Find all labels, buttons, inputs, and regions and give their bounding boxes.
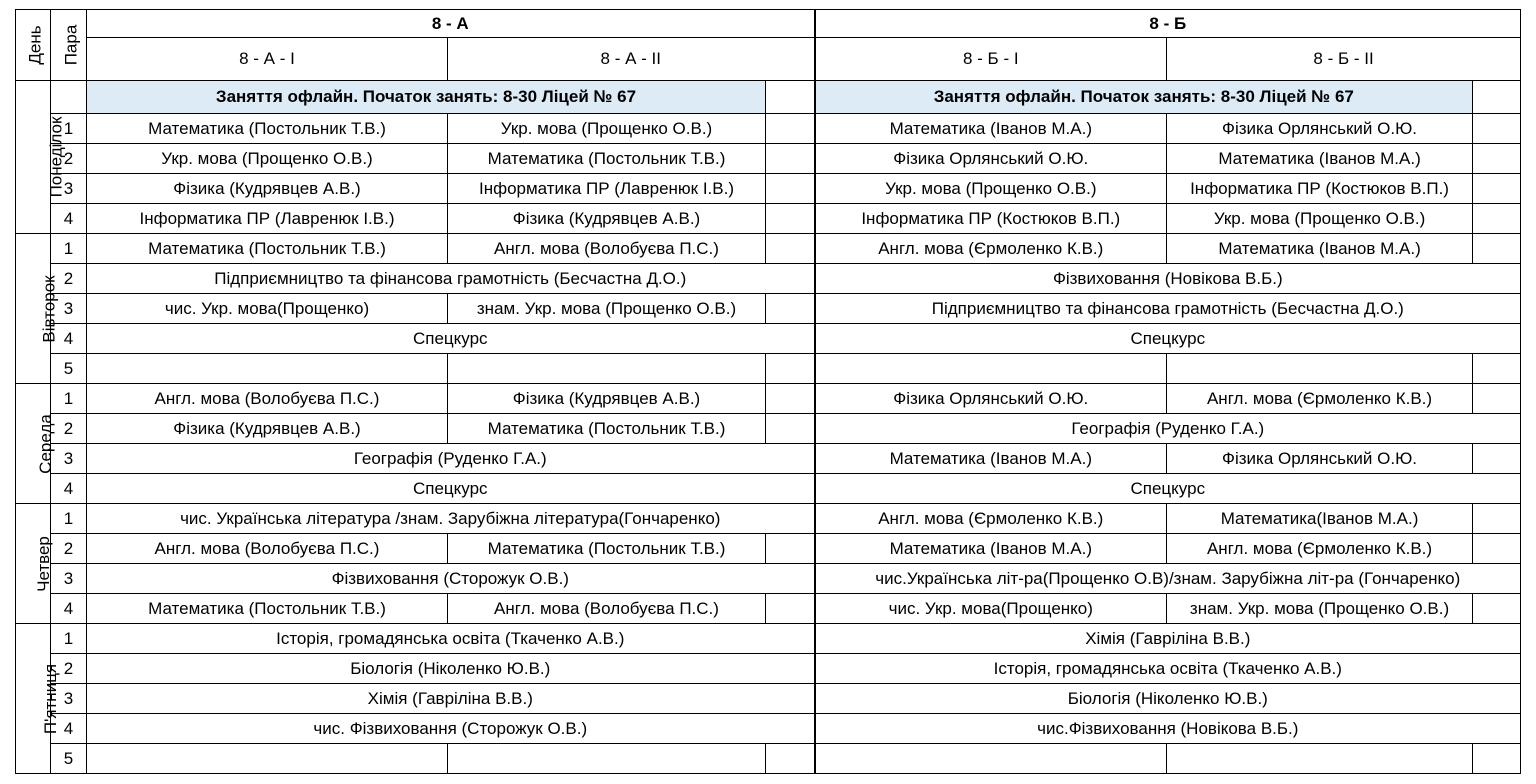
schedule-row: [16, 714, 1521, 744]
schedule-row: [16, 474, 1521, 504]
lesson-cell-b-merged: Хімія (Гавріліна В.В.): [815, 624, 1521, 654]
empty-cell: [1473, 384, 1521, 414]
pair-number: 3: [51, 174, 87, 204]
empty-cell: [766, 114, 815, 144]
day-cell: [16, 384, 55, 504]
schedule-row: [16, 624, 1521, 654]
lesson-cell-b2: Англ. мова (Єрмоленко К.В.): [1167, 384, 1473, 414]
lesson-cell-b2: Інформатика ПР (Костюков В.П.): [1167, 174, 1473, 204]
pair-number: 1: [51, 504, 87, 534]
subgroup-b1-header: 8 - Б - І: [815, 38, 1167, 81]
lesson-cell-b1: [815, 354, 1167, 384]
lesson-cell-b1: Англ. мова (Єрмоленко К.В.): [815, 504, 1167, 534]
day-header-cell: [16, 10, 51, 81]
lesson-cell-b1: чис. Укр. мова(Прощенко): [815, 594, 1167, 624]
lesson-cell-b1: Англ. мова (Єрмоленко К.В.): [815, 234, 1167, 264]
pair-number: 4: [51, 204, 87, 234]
lesson-cell-a-merged: Біологія (Ніколенко Ю.В.): [87, 654, 815, 684]
lesson-cell-b2: Англ. мова (Єрмоленко К.В.): [1167, 534, 1473, 564]
lesson-cell-a-merged: Спецкурс: [87, 324, 815, 354]
pair-number: 2: [51, 534, 87, 564]
empty-cell: [766, 594, 815, 624]
schedule-row: [16, 684, 1521, 714]
empty-cell: [1473, 114, 1521, 144]
lesson-cell-b1: Математика (Іванов М.А.): [815, 114, 1167, 144]
lesson-cell-a-merged: Хімія (Гавріліна В.В.): [87, 684, 815, 714]
day-header: День: [25, 25, 45, 65]
lesson-cell-a-merged: Підприємництво та фінансова грамотність (Бесчастна Д.О.): [87, 264, 815, 294]
lesson-cell-a-merged: Фізвиховання (Сторожук О.В.): [87, 564, 815, 594]
lesson-cell-b1: [815, 744, 1167, 774]
pair-number: 4: [51, 714, 87, 744]
empty-cell: [1473, 444, 1521, 474]
empty-cell: [766, 294, 815, 324]
schedule-row: [16, 744, 1521, 774]
lesson-cell-b1: Інформатика ПР (Костюков В.П.): [815, 204, 1167, 234]
empty-cell: [766, 174, 815, 204]
schedule-row: [16, 264, 1521, 294]
schedule-row: [16, 144, 1521, 174]
lesson-cell-a-merged: Спецкурс: [87, 474, 815, 504]
empty-cell: [766, 744, 815, 774]
schedule-row: [16, 504, 1521, 534]
empty-cell: [1473, 354, 1521, 384]
lesson-cell-a1: Фізика (Кудрявцев А.В.): [87, 174, 448, 204]
lesson-cell-a-merged: чис. Українська література /знам. Зарубіжна література(Гончаренко): [87, 504, 815, 534]
pair-number: 1: [51, 384, 87, 414]
day-name: П'ятниця: [41, 663, 61, 734]
pair-number: 2: [51, 144, 87, 174]
empty-cell: [1473, 144, 1521, 174]
pair-number: 2: [51, 414, 87, 444]
subgroup-a1-header: 8 - А - І: [87, 38, 448, 81]
lesson-cell-a1: Укр. мова (Прощенко О.В.): [87, 144, 448, 174]
subgroup-a2-header: 8 - А - ІІ: [448, 38, 815, 81]
empty-cell: [766, 354, 815, 384]
lesson-cell-b2: Математика (Іванов М.А.): [1167, 144, 1473, 174]
lesson-cell-a-merged: чис. Фізвиховання (Сторожук О.В.): [87, 714, 815, 744]
schedule-row: [16, 564, 1521, 594]
lesson-cell-b-merged: Історія, громадянська освіта (Ткаченко А.В.): [815, 654, 1521, 684]
lesson-cell-a-merged: Географія (Руденко Г.А.): [87, 444, 815, 474]
empty-cell: [1473, 744, 1521, 774]
pair-number: 1: [51, 234, 87, 264]
pair-number: 4: [51, 594, 87, 624]
day-name: Четвер: [33, 535, 53, 592]
lesson-cell-a2: [448, 354, 766, 384]
day-name: Вівторок: [39, 274, 59, 343]
schedule-row: [16, 654, 1521, 684]
pair-number: 1: [51, 114, 87, 144]
empty-cell: [766, 414, 815, 444]
lesson-cell-b2: [1167, 354, 1473, 384]
pair-number: 4: [51, 324, 87, 354]
pair-number: 5: [51, 744, 87, 774]
lesson-cell-b-merged: чис.Фізвиховання (Новікова В.Б.): [815, 714, 1521, 744]
pair-number: 3: [51, 294, 87, 324]
lesson-cell-a1: [87, 744, 448, 774]
lesson-cell-b2: Математика(Іванов М.А.): [1167, 504, 1473, 534]
lesson-cell-b1: Фізика Орлянський О.Ю.: [815, 144, 1167, 174]
empty-cell: [766, 204, 815, 234]
empty-cell: [1473, 234, 1521, 264]
day-name: Середа: [35, 413, 55, 474]
schedule-row: [16, 414, 1521, 444]
lesson-cell-b2: Укр. мова (Прощенко О.В.): [1167, 204, 1473, 234]
banner-row: [16, 81, 1521, 114]
pair-number: 3: [51, 684, 87, 714]
lesson-cell-b2: Математика (Іванов М.А.): [1167, 234, 1473, 264]
pair-number: 1: [51, 624, 87, 654]
day-cell: [16, 504, 51, 624]
empty-cell: [1473, 204, 1521, 234]
schedule-row: [16, 594, 1521, 624]
lesson-cell-b-merged: Підприємництво та фінансова грамотність (Бесчастна Д.О.): [815, 294, 1521, 324]
lesson-cell-a2: Англ. мова (Волобуєва П.С.): [448, 234, 766, 264]
lesson-cell-b-merged: Фізвиховання (Новікова В.Б.): [815, 264, 1521, 294]
lesson-cell-a-merged: Історія, громадянська освіта (Ткаченко А.В.): [87, 624, 815, 654]
empty-cell: [1473, 174, 1521, 204]
lesson-cell-a2: Математика (Постольник Т.В.): [448, 144, 766, 174]
lesson-cell-a2: Фізика (Кудрявцев А.В.): [448, 384, 766, 414]
lesson-cell-a1: Англ. мова (Волобуєва П.С.): [87, 384, 448, 414]
lesson-cell-a2: Математика (Постольник Т.В.): [448, 414, 766, 444]
lesson-cell-b2: знам. Укр. мова (Прощенко О.В.): [1167, 594, 1473, 624]
schedule-row: [16, 174, 1521, 204]
empty-cell: [766, 144, 815, 174]
empty-cell: [766, 234, 815, 264]
header-row-subgroups: [16, 38, 1521, 81]
lesson-cell-a1: Інформатика ПР (Лавренюк І.В.): [87, 204, 448, 234]
empty-cell: [766, 534, 815, 564]
header-row-groups: [16, 10, 1521, 38]
lesson-cell-a1: Англ. мова (Волобуєва П.С.): [87, 534, 448, 564]
pair-number: 5: [51, 354, 87, 384]
empty-cell: [766, 384, 815, 414]
lesson-cell-b2: [1167, 744, 1473, 774]
lesson-cell-b1: Математика (Іванов М.А.): [815, 534, 1167, 564]
lesson-cell-b2: Фізика Орлянський О.Ю.: [1167, 114, 1473, 144]
lesson-cell-b-merged: чис.Українська літ-ра(Прощенко О.В)/знам. Зарубіжна літ-ра (Гончаренко): [815, 564, 1521, 594]
schedule-row: [16, 204, 1521, 234]
pair-number: 4: [51, 474, 87, 504]
lesson-cell-b2: Фізика Орлянський О.Ю.: [1167, 444, 1473, 474]
lesson-cell-a2: знам. Укр. мова (Прощенко О.В.): [448, 294, 766, 324]
lesson-cell-a2: Математика (Постольник Т.В.): [448, 534, 766, 564]
lesson-cell-a1: Математика (Постольник Т.В.): [87, 594, 448, 624]
schedule-row: [16, 534, 1521, 564]
empty-cell: [1473, 594, 1521, 624]
pair-header: Пара: [61, 24, 81, 66]
lesson-cell-b1: Математика (Іванов М.А.): [815, 444, 1167, 474]
lesson-cell-a1: [87, 354, 448, 384]
day-cell: [16, 624, 61, 774]
lesson-cell-b-merged: Спецкурс: [815, 324, 1521, 354]
lesson-cell-b-merged: Спецкурс: [815, 474, 1521, 504]
lesson-cell-a1: Математика (Постольник Т.В.): [87, 114, 448, 144]
group-b-header: 8 - Б: [815, 10, 1521, 38]
lesson-cell-b1: Укр. мова (Прощенко О.В.): [815, 174, 1167, 204]
schedule-body: [16, 10, 1521, 774]
schedule-row: [16, 294, 1521, 324]
empty-cell: [1473, 534, 1521, 564]
empty-cell: [1473, 81, 1521, 114]
lesson-cell-a1: Фізика (Кудрявцев А.В.): [87, 414, 448, 444]
schedule-row: [16, 114, 1521, 144]
lesson-cell-a2: Інформатика ПР (Лавренюк І.В.): [448, 174, 766, 204]
schedule-row: [16, 444, 1521, 474]
pair-number-cell: [51, 81, 87, 114]
lesson-cell-a2: Укр. мова (Прощенко О.В.): [448, 114, 766, 144]
empty-cell: [766, 81, 815, 114]
lesson-cell-a2: Фізика (Кудрявцев А.В.): [448, 204, 766, 234]
pair-header-cell: [51, 10, 87, 81]
lesson-cell-b-merged: Географія (Руденко Г.А.): [815, 414, 1521, 444]
schedule-row: [16, 384, 1521, 414]
lesson-cell-a1: Математика (Постольник Т.В.): [87, 234, 448, 264]
lesson-cell-b-merged: Біологія (Ніколенко Ю.В.): [815, 684, 1521, 714]
group-a-header: 8 - А: [87, 10, 815, 38]
empty-cell: [1473, 504, 1521, 534]
lesson-cell-a2: [448, 744, 766, 774]
day-cell: [16, 81, 66, 234]
pair-number: 2: [51, 264, 87, 294]
pair-number: 2: [51, 654, 87, 684]
pair-number: 3: [51, 564, 87, 594]
schedule-row: [16, 324, 1521, 354]
lesson-cell-a1: чис. Укр. мова(Прощенко): [87, 294, 448, 324]
lesson-cell-b1: Фізика Орлянський О.Ю.: [815, 384, 1167, 414]
schedule-row: [16, 234, 1521, 264]
banner-a: Заняття офлайн. Початок занять: 8-30 Ліцей № 67: [87, 81, 766, 114]
day-cell: [16, 234, 59, 384]
schedule-row: [16, 354, 1521, 384]
lesson-cell-a2: Англ. мова (Волобуєва П.С.): [448, 594, 766, 624]
day-name: Понеділок: [46, 116, 66, 198]
pair-number: 3: [51, 444, 87, 474]
banner-b: Заняття офлайн. Початок занять: 8-30 Ліцей № 67: [815, 81, 1473, 114]
schedule-table: [15, 9, 1521, 774]
subgroup-b2-header: 8 - Б - ІІ: [1167, 38, 1521, 81]
